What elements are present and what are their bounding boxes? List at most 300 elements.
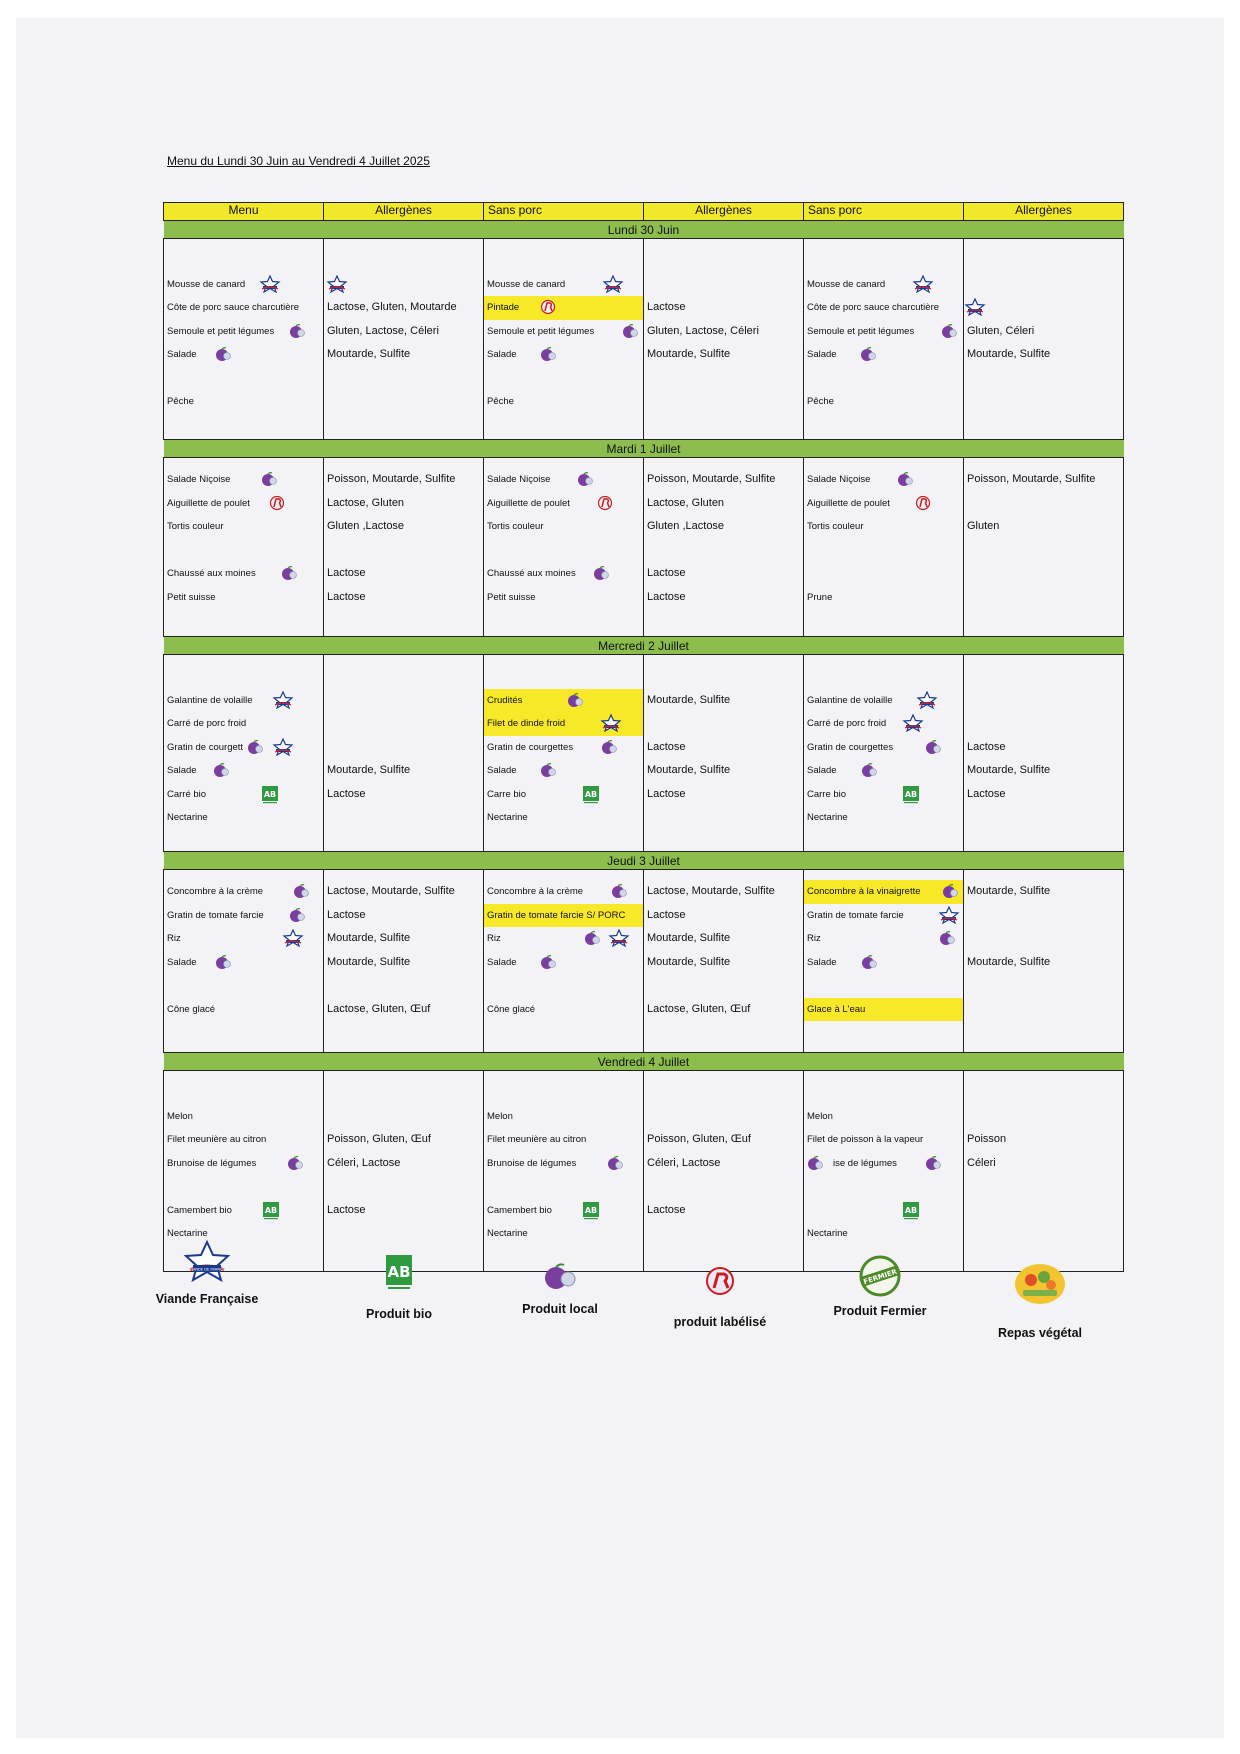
menu-line bbox=[164, 273, 323, 297]
dish-name: Petit suisse bbox=[487, 591, 536, 603]
dish-name: Pêche bbox=[807, 396, 834, 407]
menu-line bbox=[324, 562, 483, 586]
menu-line bbox=[324, 1128, 483, 1152]
menu-line bbox=[324, 1081, 483, 1105]
menu-line bbox=[964, 562, 1123, 586]
allergen-text: Poisson, Moutarde, Sulfite bbox=[327, 473, 456, 485]
menu-line bbox=[964, 927, 1123, 951]
allergen-text: Céleri bbox=[967, 1156, 996, 1169]
header-sans-porc: Sans porc bbox=[484, 203, 644, 221]
dish-name: Carre bio bbox=[807, 788, 847, 800]
menu-line bbox=[964, 367, 1123, 391]
allergen-text: Moutarde, Sulfite bbox=[327, 955, 411, 968]
menu-line bbox=[324, 783, 483, 807]
menu-line bbox=[964, 712, 1123, 736]
menu-line bbox=[324, 1152, 483, 1176]
menu-line bbox=[644, 904, 803, 928]
allergen-text: Lactose, Moutarde, Sulfite bbox=[327, 885, 455, 897]
legend-label: Repas végétal bbox=[997, 1326, 1083, 1340]
menu-line bbox=[164, 904, 323, 928]
menu-line bbox=[484, 562, 643, 586]
menu-line bbox=[964, 515, 1123, 539]
dish-name: Salade bbox=[807, 349, 837, 360]
produit-local-icon bbox=[538, 1262, 582, 1292]
allergen-text: Gluten ,Lactose bbox=[647, 520, 725, 532]
allergen-text: Poisson bbox=[967, 1133, 1007, 1145]
menu-line bbox=[964, 539, 1123, 563]
svg-text:AB: AB bbox=[263, 789, 277, 799]
menu-line bbox=[164, 974, 323, 998]
viande-francaise-icon bbox=[259, 275, 281, 293]
menu-line bbox=[324, 951, 483, 975]
dish-name: Salade bbox=[807, 956, 837, 968]
legend-produit-bio bbox=[319, 1253, 479, 1321]
menu-line bbox=[324, 515, 483, 539]
dish-name: Salade bbox=[487, 349, 517, 360]
legend-produit-local bbox=[480, 1262, 640, 1316]
menu-line bbox=[804, 736, 963, 760]
viande-francaise-icon bbox=[272, 738, 294, 756]
menu-line bbox=[964, 468, 1123, 492]
menu-line bbox=[964, 783, 1123, 807]
dish-name: Côte de porc sauce charcutière bbox=[807, 302, 940, 313]
menu-line bbox=[164, 1152, 323, 1176]
legend-viande-francaise bbox=[127, 1240, 287, 1306]
menu-line bbox=[324, 759, 483, 783]
menu-line bbox=[484, 904, 643, 928]
page-title: Menu du Lundi 30 Juin au Vendredi 4 Juillet 2025 bbox=[167, 154, 430, 168]
produit-local-icon bbox=[576, 471, 594, 487]
allergen-text: Moutarde, Sulfite bbox=[967, 348, 1051, 360]
menu-line bbox=[964, 343, 1123, 367]
dish-name: Melon bbox=[807, 1110, 833, 1122]
menu-line bbox=[484, 783, 643, 807]
menu-line bbox=[644, 1081, 803, 1105]
produit-local-icon bbox=[938, 930, 956, 946]
menu-line bbox=[484, 1199, 643, 1223]
viande-francaise-icon bbox=[326, 275, 348, 293]
viande-francaise-icon bbox=[608, 929, 630, 947]
menu-line bbox=[324, 249, 483, 273]
menu-line bbox=[164, 1175, 323, 1199]
produit-local-icon bbox=[592, 565, 610, 581]
menu-line bbox=[484, 390, 643, 414]
dish-name: Riz bbox=[487, 933, 501, 944]
cell-sans-porc-2 bbox=[804, 1071, 964, 1272]
header-allergenes-3: Allergènes bbox=[964, 203, 1124, 221]
allergen-text: Lactose bbox=[327, 567, 366, 579]
menu-line bbox=[804, 806, 963, 830]
menu-line bbox=[644, 367, 803, 391]
dish-name: Cône glacé bbox=[487, 1003, 536, 1015]
menu-line bbox=[324, 712, 483, 736]
produit-local-icon bbox=[859, 346, 877, 362]
produit-local-icon bbox=[621, 323, 639, 339]
legend-label: Produit local bbox=[522, 1302, 598, 1316]
menu-line bbox=[804, 390, 963, 414]
produit-local-icon bbox=[860, 762, 878, 778]
menu-line bbox=[164, 806, 323, 830]
dish-name: Filet de dinde froid bbox=[487, 718, 566, 729]
dish-name: Aiguillette de poulet bbox=[487, 497, 570, 509]
allergen-text: Poisson, Moutarde, Sulfite bbox=[967, 473, 1096, 485]
cell-allergenes bbox=[324, 458, 484, 637]
day-row bbox=[164, 637, 1124, 655]
menu-line bbox=[484, 974, 643, 998]
allergen-text: Moutarde, Sulfite bbox=[327, 348, 411, 360]
cell-allergenes bbox=[324, 239, 484, 440]
dish-name: Nectarine bbox=[167, 1228, 208, 1239]
menu-line bbox=[484, 665, 643, 689]
allergen-text: Lactose, Moutarde, Sulfite bbox=[647, 885, 775, 897]
menu-line bbox=[804, 665, 963, 689]
menu-line bbox=[164, 998, 323, 1022]
produit-local-icon bbox=[286, 1155, 304, 1171]
day-menu-row bbox=[164, 655, 1124, 852]
menu-line bbox=[164, 1199, 323, 1223]
header-sans-porc-2: Sans porc bbox=[804, 203, 964, 221]
dish-name: Filet de poisson à la vapeur bbox=[807, 1134, 924, 1145]
produit-local-icon bbox=[288, 907, 306, 923]
produit-local-icon bbox=[940, 323, 958, 339]
dish-name: Nectarine bbox=[807, 812, 848, 823]
allergen-text: Lactose bbox=[327, 590, 366, 603]
dish-name: Glace à L'eau bbox=[807, 1003, 866, 1015]
produit-local-icon bbox=[600, 739, 618, 755]
menu-line bbox=[324, 273, 483, 297]
menu-line bbox=[644, 806, 803, 830]
menu-line bbox=[324, 1105, 483, 1129]
dish-name: Brunoise de légumes bbox=[487, 1157, 577, 1169]
dish-name: Carre bio bbox=[487, 788, 527, 800]
menu-line bbox=[164, 343, 323, 367]
dish-name: Melon bbox=[167, 1110, 193, 1122]
dish-name: Côte de porc sauce charcutière bbox=[167, 302, 300, 313]
viande-francaise-icon bbox=[282, 929, 304, 947]
menu-line bbox=[324, 665, 483, 689]
header-allergenes: Allergènes bbox=[324, 203, 484, 221]
header-allergenes-2: Allergènes bbox=[644, 203, 804, 221]
allergen-text: Céleri, Lactose bbox=[647, 1156, 721, 1169]
produit-local-icon bbox=[246, 739, 264, 755]
dish-name: Gratin de courgett bbox=[167, 741, 244, 753]
dish-name: Aiguillette de poulet bbox=[167, 497, 250, 509]
allergen-text: Céleri, Lactose bbox=[327, 1156, 401, 1169]
viande-francaise-icon bbox=[272, 691, 294, 709]
menu-line bbox=[964, 1199, 1123, 1223]
menu-line bbox=[964, 1152, 1123, 1176]
produit-local-icon bbox=[214, 346, 232, 362]
menu-line bbox=[804, 320, 963, 344]
menu-line bbox=[484, 712, 643, 736]
produit-local-icon bbox=[214, 954, 232, 970]
menu-line bbox=[804, 1175, 963, 1199]
menu-line bbox=[644, 515, 803, 539]
menu-line bbox=[324, 1175, 483, 1199]
cell-allergenes-3 bbox=[964, 655, 1124, 852]
legend-label: Viande Française bbox=[155, 1292, 259, 1306]
svg-text:AB: AB bbox=[387, 1263, 411, 1281]
produit-local-icon bbox=[288, 323, 306, 339]
menu-line bbox=[324, 904, 483, 928]
dish-name: Melon bbox=[487, 1110, 513, 1122]
menu-line bbox=[164, 249, 323, 273]
allergen-text: Moutarde, Sulfite bbox=[647, 955, 731, 968]
allergen-text: Poisson, Gluten, Œuf bbox=[647, 1133, 751, 1145]
cell-allergenes-2 bbox=[644, 458, 804, 637]
produit-local-icon bbox=[924, 739, 942, 755]
legend-repas-vegetal bbox=[960, 1262, 1120, 1340]
allergen-text: Lactose, Gluten, Œuf bbox=[647, 1002, 751, 1015]
menu-line bbox=[164, 927, 323, 951]
produit-local-icon bbox=[212, 762, 230, 778]
dish-name: Gratin de courgettes bbox=[487, 741, 574, 753]
produit-bio-icon bbox=[902, 1201, 920, 1220]
menu-line bbox=[964, 736, 1123, 760]
menu-line bbox=[164, 736, 323, 760]
produit-bio-icon bbox=[262, 1201, 280, 1220]
menu-line bbox=[644, 736, 803, 760]
menu-line bbox=[644, 974, 803, 998]
menu-line bbox=[964, 974, 1123, 998]
cell-allergenes bbox=[324, 655, 484, 852]
svg-text:VIANDE DE FRANCE: VIANDE DE FRANCE bbox=[189, 1267, 225, 1272]
menu-line bbox=[804, 1105, 963, 1129]
allergen-text: Gluten ,Lactose bbox=[327, 520, 405, 532]
menu-line bbox=[964, 904, 1123, 928]
allergen-text: Lactose, Gluten bbox=[647, 496, 725, 509]
menu-line bbox=[164, 880, 323, 904]
dish-name: Salade bbox=[487, 765, 517, 776]
menu-line bbox=[644, 1199, 803, 1223]
menu-line bbox=[164, 1105, 323, 1129]
menu-line bbox=[964, 951, 1123, 975]
menu-line bbox=[484, 492, 643, 516]
cell-sans-porc bbox=[484, 1071, 644, 1272]
dish-name: Concombre à la vinaigrette bbox=[807, 886, 921, 897]
label-rouge-icon bbox=[698, 1265, 742, 1297]
dish-name: Concombre à la crème bbox=[167, 886, 264, 897]
dish-name: Carré de porc froid bbox=[167, 718, 247, 729]
menu-line bbox=[324, 689, 483, 713]
menu-line bbox=[644, 249, 803, 273]
menu-line bbox=[164, 539, 323, 563]
allergen-text: Lactose bbox=[647, 1203, 686, 1216]
menu-line bbox=[644, 998, 803, 1022]
day-row bbox=[164, 852, 1124, 870]
dish-name: Petit suisse bbox=[167, 591, 216, 603]
menu-line bbox=[804, 1081, 963, 1105]
menu-line bbox=[484, 468, 643, 492]
menu-line bbox=[644, 951, 803, 975]
day-label: Mercredi 2 Juillet bbox=[164, 637, 1124, 655]
menu-line bbox=[324, 320, 483, 344]
repas-vegetal-icon bbox=[1013, 1262, 1067, 1306]
cell-allergenes-2 bbox=[644, 1071, 804, 1272]
dish-name: Salade bbox=[487, 956, 517, 968]
menu-line bbox=[804, 562, 963, 586]
menu-line bbox=[804, 1128, 963, 1152]
menu-line bbox=[644, 586, 803, 610]
menu-line bbox=[964, 320, 1123, 344]
dish-name: Camembert bio bbox=[487, 1204, 552, 1216]
legend-label: Produit bio bbox=[366, 1307, 432, 1321]
produit-local-icon bbox=[539, 346, 557, 362]
menu-line bbox=[804, 343, 963, 367]
menu-line bbox=[964, 1175, 1123, 1199]
menu-line bbox=[964, 689, 1123, 713]
allergen-text: Lactose bbox=[967, 787, 1006, 800]
label-rouge-icon bbox=[268, 495, 286, 511]
dish-name: Nectarine bbox=[487, 812, 528, 823]
menu-line bbox=[804, 1199, 963, 1223]
dish-name: Filet meunière au citron bbox=[167, 1134, 267, 1145]
svg-text:FERMIER: FERMIER bbox=[862, 1267, 899, 1287]
allergen-text: Moutarde, Sulfite bbox=[647, 693, 731, 706]
dish-name: Gratin de tomate farcie bbox=[167, 909, 264, 921]
menu-line bbox=[164, 390, 323, 414]
dish-name: Gratin de courgettes bbox=[807, 741, 894, 753]
menu-line bbox=[964, 880, 1123, 904]
produit-local-icon bbox=[260, 471, 278, 487]
produit-bio-icon bbox=[582, 785, 600, 804]
menu-line bbox=[164, 665, 323, 689]
produit-bio-icon bbox=[902, 785, 920, 804]
dish-name: Gratin de tomate farcie bbox=[807, 909, 904, 921]
legend-produit-fermier bbox=[800, 1254, 960, 1318]
menu-line bbox=[484, 1105, 643, 1129]
dish-name: Riz bbox=[167, 933, 181, 944]
menu-line bbox=[804, 689, 963, 713]
day-label: Jeudi 3 Juillet bbox=[164, 852, 1124, 870]
dish-name: Mousse de canard bbox=[487, 278, 566, 290]
menu-line bbox=[964, 1081, 1123, 1105]
viande-francaise-icon bbox=[182, 1240, 232, 1284]
menu-line bbox=[164, 492, 323, 516]
dish-name: Mousse de canard bbox=[807, 278, 886, 290]
dish-name: Galantine de volaille bbox=[167, 694, 253, 706]
cell-allergenes-3 bbox=[964, 1071, 1124, 1272]
dish-name: Nectarine bbox=[167, 812, 208, 823]
legend-label-rouge bbox=[640, 1265, 800, 1329]
menu-line bbox=[644, 562, 803, 586]
menu-line bbox=[484, 759, 643, 783]
allergen-text: Moutarde, Sulfite bbox=[647, 932, 731, 944]
allergen-text: Lactose bbox=[647, 787, 686, 800]
allergen-text: Lactose bbox=[327, 1203, 366, 1216]
produit-bio-icon bbox=[384, 1253, 414, 1293]
cell-sans-porc-2 bbox=[804, 458, 964, 637]
menu-line bbox=[644, 320, 803, 344]
menu-line bbox=[484, 343, 643, 367]
svg-text:AB: AB bbox=[584, 789, 598, 799]
dish-name: Salade bbox=[167, 349, 197, 360]
menu-line bbox=[164, 586, 323, 610]
menu-line bbox=[164, 783, 323, 807]
allergen-text: Gluten, Lactose, Céleri bbox=[327, 324, 439, 337]
menu-line bbox=[964, 998, 1123, 1022]
day-menu-row bbox=[164, 870, 1124, 1053]
day-menu-row bbox=[164, 1071, 1124, 1272]
menu-line bbox=[484, 689, 643, 713]
allergen-text: Gluten bbox=[967, 520, 1000, 532]
dish-name: Tortis couleur bbox=[487, 521, 544, 532]
viande-francaise-icon bbox=[938, 906, 960, 924]
allergen-text: Gluten, Céleri bbox=[967, 324, 1035, 337]
viande-francaise-icon bbox=[916, 691, 938, 709]
produit-local-icon bbox=[566, 692, 584, 708]
day-menu-row bbox=[164, 458, 1124, 637]
menu-line bbox=[644, 1128, 803, 1152]
dish-name: Galantine de volaille bbox=[807, 694, 893, 706]
dish-name: Pêche bbox=[487, 396, 514, 407]
menu-line bbox=[484, 249, 643, 273]
allergen-text: Lactose bbox=[647, 567, 686, 579]
svg-text:AB: AB bbox=[264, 1205, 278, 1215]
dish-name: Nectarine bbox=[807, 1228, 848, 1239]
menu-line bbox=[804, 880, 963, 904]
menu-line bbox=[804, 249, 963, 273]
menu-line bbox=[804, 515, 963, 539]
dish-name: Chaussé aux moines bbox=[487, 568, 576, 579]
menu-line bbox=[324, 806, 483, 830]
menu-line bbox=[804, 927, 963, 951]
allergen-text: Lactose, Gluten, Œuf bbox=[327, 1002, 431, 1015]
dish-name: ise de légumes bbox=[833, 1157, 897, 1169]
dish-name: Carré bio bbox=[167, 788, 207, 800]
menu-line bbox=[644, 343, 803, 367]
menu-line bbox=[164, 367, 323, 391]
menu-line bbox=[804, 539, 963, 563]
menu-line bbox=[964, 1105, 1123, 1129]
menu-line bbox=[644, 273, 803, 297]
menu-line bbox=[164, 468, 323, 492]
menu-line bbox=[804, 951, 963, 975]
menu-line bbox=[804, 998, 963, 1022]
produit-local-icon bbox=[896, 471, 914, 487]
menu-line bbox=[484, 320, 643, 344]
produit-local-icon bbox=[806, 1155, 824, 1171]
viande-francaise-icon bbox=[964, 298, 986, 316]
allergen-text: Lactose bbox=[647, 908, 686, 921]
svg-text:AB: AB bbox=[904, 789, 918, 799]
menu-line bbox=[804, 367, 963, 391]
dish-name: Pintade bbox=[487, 302, 520, 313]
menu-line bbox=[164, 1081, 323, 1105]
viande-francaise-icon bbox=[912, 275, 934, 293]
menu-line bbox=[484, 880, 643, 904]
dish-name: Chaussé aux moines bbox=[167, 568, 256, 579]
menu-line bbox=[644, 468, 803, 492]
menu-line bbox=[804, 273, 963, 297]
menu-line bbox=[964, 759, 1123, 783]
cell-menu bbox=[164, 870, 324, 1053]
dish-name: Carré de porc froid bbox=[807, 718, 887, 729]
dish-name: Riz bbox=[807, 933, 821, 944]
menu-line bbox=[644, 1222, 803, 1246]
menu-line bbox=[644, 712, 803, 736]
menu-line bbox=[164, 296, 323, 320]
produit-local-icon bbox=[610, 883, 628, 899]
menu-line bbox=[484, 586, 643, 610]
menu-line bbox=[644, 492, 803, 516]
menu-line bbox=[484, 273, 643, 297]
menu-line bbox=[324, 343, 483, 367]
menu-line bbox=[164, 689, 323, 713]
allergen-text: Moutarde, Sulfite bbox=[647, 348, 731, 360]
menu-line bbox=[964, 1222, 1123, 1246]
menu-line bbox=[964, 273, 1123, 297]
